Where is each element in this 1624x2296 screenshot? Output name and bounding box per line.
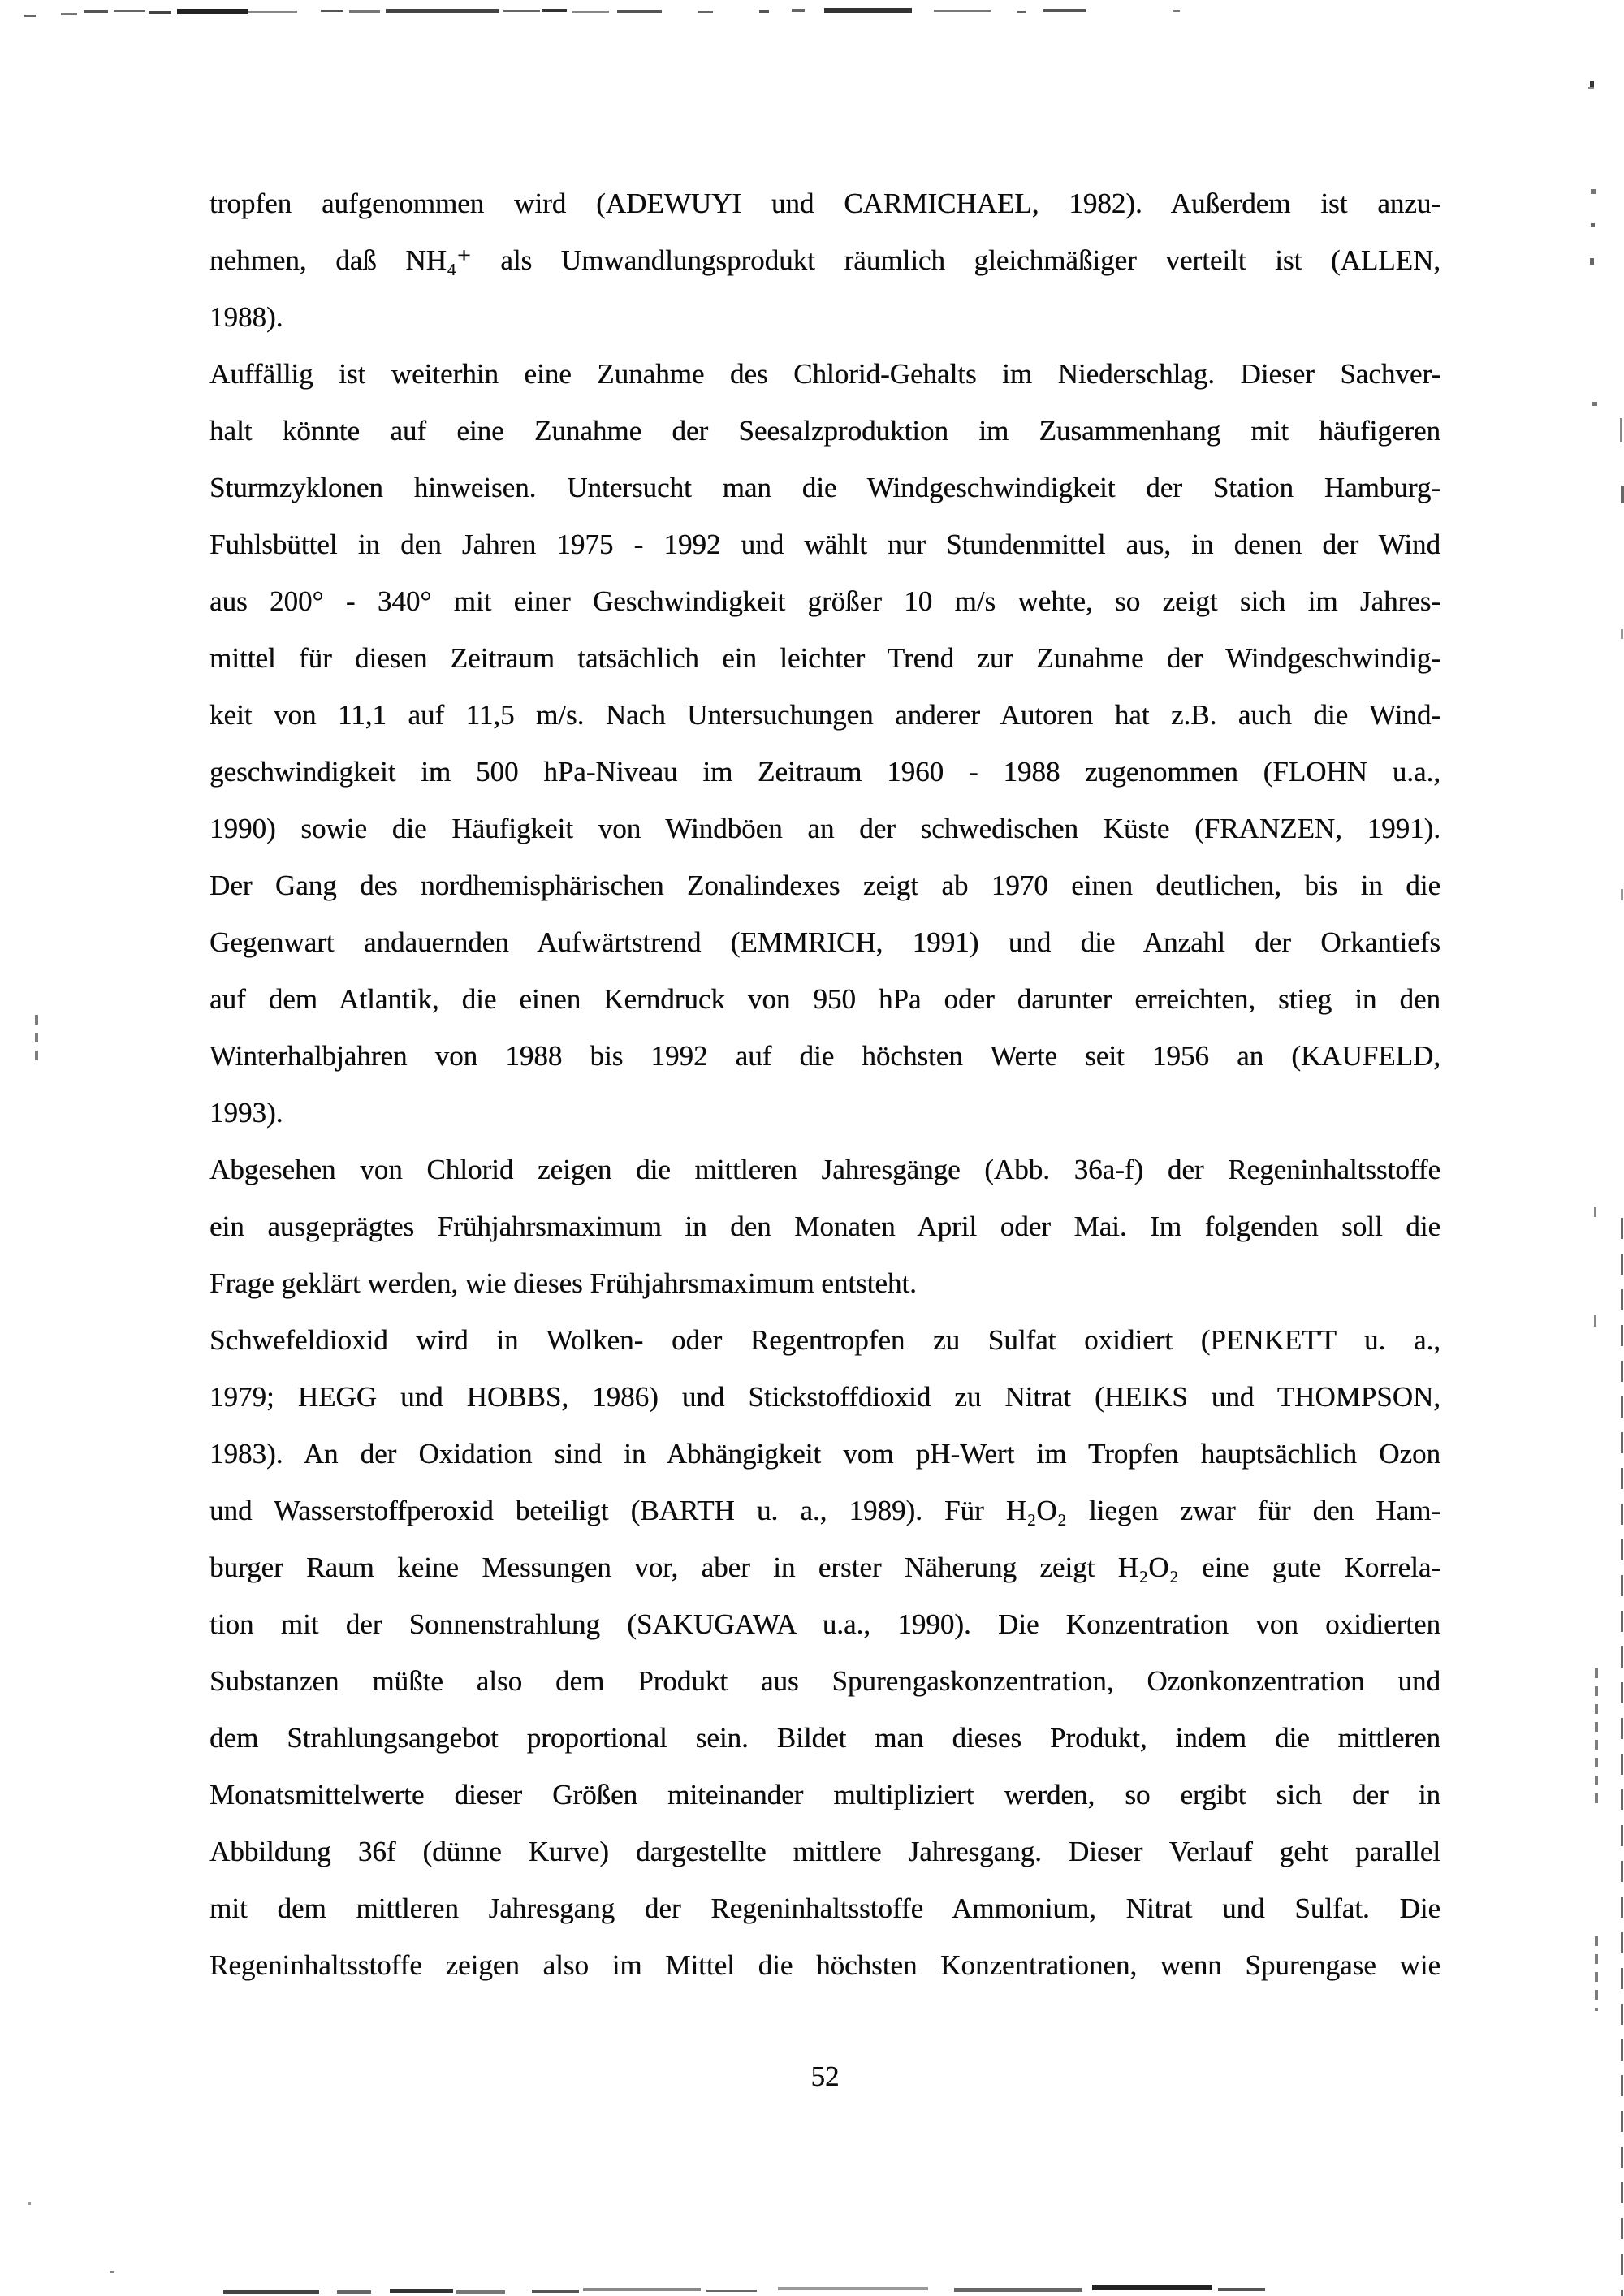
text-line: 1993). [209, 1097, 283, 1129]
text-line: geschwindigkeit im 500 hPa-Niveau im Zeitraum 1960 - 1988 zugenommen (FLOHN u.a., [209, 756, 1440, 788]
text-line: Frage geklärt werden, wie dieses Frühjahrsmaximum entsteht. [209, 1267, 917, 1299]
text-line: burger Raum keine Messungen vor, aber in erster Näherung zeigt H₂O₂ eine gute Korrela- [209, 1552, 1440, 1583]
text-line: halt könnte auf eine Zunahme der Seesalzproduktion im Zusammenhang mit häufigeren [209, 415, 1440, 447]
text-line: Regeninhaltsstoffe zeigen also im Mittel die höchsten Konzentrationen, wenn Spurengase wie [209, 1949, 1440, 1981]
text-line: 1990) sowie die Häufigkeit von Windböen an der schwedischen Küste (FRANZEN, 1991). [209, 813, 1440, 844]
page-number: 52 [810, 2061, 840, 2092]
text-line: ein ausgeprägtes Frühjahrsmaximum in den Monaten April oder Mai. Im folgenden soll die [209, 1211, 1440, 1242]
text-line: Fuhlsbüttel in den Jahren 1975 - 1992 und wählt nur Stundenmittel aus, in denen der Wind [209, 529, 1440, 560]
text-line: Der Gang des nordhemisphärischen Zonalindexes zeigt ab 1970 einen deutlichen, bis in die [209, 870, 1440, 901]
text-line: Winterhalbjahren von 1988 bis 1992 auf die höchsten Werte seit 1956 an (KAUFELD, [209, 1040, 1440, 1072]
text-line: auf dem Atlantik, die einen Kerndruck von 950 hPa oder darunter erreichten, stieg in den [209, 983, 1440, 1015]
text-line: nehmen, daß NH₄⁺ als Umwandlungsprodukt räumlich gleichmäßiger verteilt ist (ALLEN, [209, 244, 1440, 276]
text-line: Auffällig ist weiterhin eine Zunahme des Chlorid-Gehalts im Niederschlag. Dieser Sachver- [209, 358, 1440, 390]
text-line: 1983). An der Oxidation sind in Abhängigkeit vom pH-Wert im Tropfen hauptsächlich Ozon [209, 1438, 1440, 1470]
text-line: Monatsmittelwerte dieser Größen miteinander multipliziert werden, so ergibt sich der in [209, 1779, 1440, 1810]
text-line: Schwefeldioxid wird in Wolken- oder Regentropfen zu Sulfat oxidiert (PENKETT u. a., [209, 1324, 1440, 1356]
text-line: Sturmzyklonen hinweisen. Untersucht man die Windgeschwindigkeit der Station Hamburg- [209, 472, 1440, 503]
text-line: 1988). [209, 301, 283, 333]
text-line: mit dem mittleren Jahresgang der Regeninhaltsstoffe Ammonium, Nitrat und Sulfat. Die [209, 1892, 1440, 1924]
text-line: tropfen aufgenommen wird (ADEWUYI und CARMICHAEL, 1982). Außerdem ist anzu- [209, 188, 1440, 219]
text-line: tion mit der Sonnenstrahlung (SAKUGAWA u.a., 1990). Die Konzentration von oxidierten [209, 1608, 1440, 1640]
text-line: Abbildung 36f (dünne Kurve) dargestellte mittlere Jahresgang. Dieser Verlauf geht parallel [209, 1836, 1440, 1867]
text-line: dem Strahlungsangebot proportional sein. Bildet man dieses Produkt, indem die mittleren [209, 1722, 1440, 1754]
text-line: Substanzen müßte also dem Produkt aus Spurengaskonzentration, Ozonkonzentration und [209, 1665, 1440, 1697]
text-line: aus 200° - 340° mit einer Geschwindigkeit größer 10 m/s wehte, so zeigt sich im Jahres- [209, 585, 1440, 617]
text-line: keit von 11,1 auf 11,5 m/s. Nach Untersuchungen anderer Autoren hat z.B. auch die Wind- [209, 699, 1440, 731]
text-line: Gegenwart andauernden Aufwärtstrend (EMMRICH, 1991) und die Anzahl der Orkantiefs [209, 926, 1440, 958]
text-line: 1979; HEGG und HOBBS, 1986) und Stickstoffdioxid zu Nitrat (HEIKS und THOMPSON, [209, 1381, 1440, 1413]
text-line: mittel für diesen Zeitraum tatsächlich ein leichter Trend zur Zunahme der Windgeschwindig- [209, 642, 1440, 674]
text-line: und Wasserstoffperoxid beteiligt (BARTH u. a., 1989). Für H₂O₂ liegen zwar für den Ham- [209, 1495, 1440, 1526]
text-block [209, 175, 1440, 1994]
text-line: Abgesehen von Chlorid zeigen die mittleren Jahresgänge (Abb. 36a-f) der Regeninhaltsstoffe [209, 1154, 1440, 1185]
